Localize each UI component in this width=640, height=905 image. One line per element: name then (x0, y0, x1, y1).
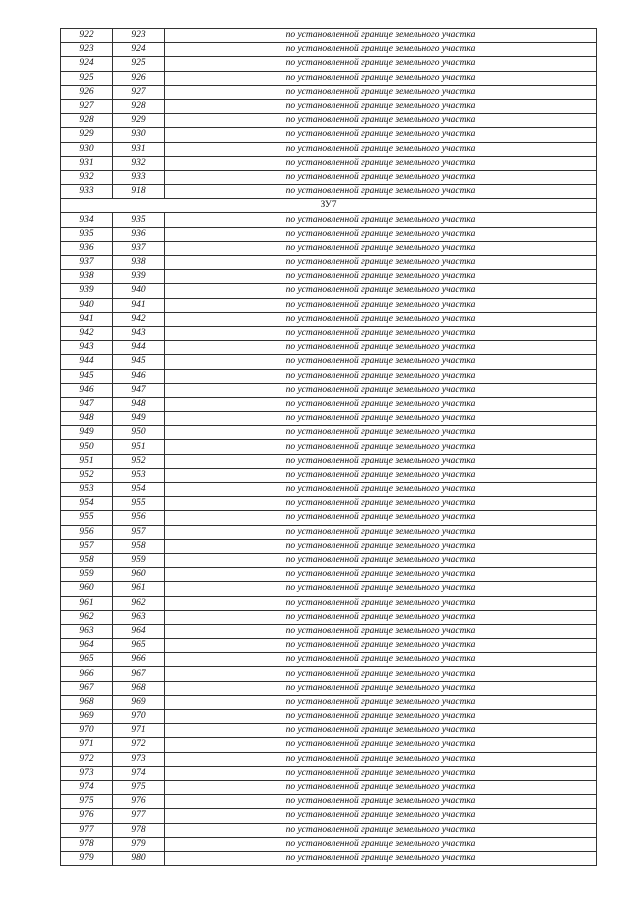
table-row (61, 270, 597, 284)
to-point-cell: 955 (113, 497, 165, 511)
table-row (61, 412, 597, 426)
to-point-cell: 941 (113, 298, 165, 312)
from-point-cell: 973 (61, 766, 113, 780)
description-cell: по установленной границе земельного участка (165, 610, 597, 624)
description-cell: по установленной границе земельного участка (165, 426, 597, 440)
from-point-cell: 943 (61, 341, 113, 355)
description-cell: по установленной границе земельного участка (165, 553, 597, 567)
from-point-cell: 926 (61, 85, 113, 99)
to-point-cell: 947 (113, 383, 165, 397)
description-cell: по установленной границе земельного участка (165, 29, 597, 43)
description-cell: по установленной границе земельного участка (165, 284, 597, 298)
table-row (61, 724, 597, 738)
from-point-cell: 955 (61, 511, 113, 525)
to-point-cell: 948 (113, 397, 165, 411)
to-point-cell: 966 (113, 653, 165, 667)
to-point-cell: 940 (113, 284, 165, 298)
table-row (61, 667, 597, 681)
to-point-cell: 928 (113, 99, 165, 113)
to-point-cell: 959 (113, 553, 165, 567)
description-cell: по установленной границе земельного участка (165, 128, 597, 142)
section-header-row (61, 199, 597, 213)
table-row (61, 71, 597, 85)
description-cell: по установленной границе земельного участка (165, 653, 597, 667)
table-row (61, 837, 597, 851)
table-row (61, 114, 597, 128)
table-row (61, 241, 597, 255)
description-cell: по установленной границе земельного участка (165, 738, 597, 752)
table-row (61, 128, 597, 142)
from-point-cell: 976 (61, 809, 113, 823)
description-cell: по установленной границе земельного участка (165, 766, 597, 780)
table-row (61, 85, 597, 99)
description-cell: по установленной границе земельного участка (165, 156, 597, 170)
description-cell: по установленной границе земельного участка (165, 639, 597, 653)
from-point-cell: 928 (61, 114, 113, 128)
to-point-cell: 952 (113, 454, 165, 468)
table-row (61, 170, 597, 184)
to-point-cell: 975 (113, 780, 165, 794)
to-point-cell: 933 (113, 170, 165, 184)
description-cell: по установленной границе земельного участка (165, 483, 597, 497)
table-row (61, 596, 597, 610)
from-point-cell: 960 (61, 582, 113, 596)
to-point-cell: 969 (113, 695, 165, 709)
from-point-cell: 932 (61, 170, 113, 184)
description-cell: по установленной границе земельного участка (165, 213, 597, 227)
to-point-cell: 944 (113, 341, 165, 355)
to-point-cell: 968 (113, 681, 165, 695)
to-point-cell: 942 (113, 312, 165, 326)
from-point-cell: 963 (61, 624, 113, 638)
table-row (61, 780, 597, 794)
from-point-cell: 934 (61, 213, 113, 227)
description-cell: по установленной границе земельного участка (165, 468, 597, 482)
description-cell: по установленной границе земельного участка (165, 795, 597, 809)
description-cell: по установленной границе земельного участка (165, 71, 597, 85)
description-cell: по установленной границе земельного участка (165, 256, 597, 270)
from-point-cell: 929 (61, 128, 113, 142)
from-point-cell: 964 (61, 639, 113, 653)
from-point-cell: 966 (61, 667, 113, 681)
to-point-cell: 971 (113, 724, 165, 738)
table-row (61, 582, 597, 596)
description-cell: по установленной границе земельного участка (165, 114, 597, 128)
from-point-cell: 924 (61, 57, 113, 71)
table-row (61, 397, 597, 411)
from-point-cell: 956 (61, 525, 113, 539)
to-point-cell: 930 (113, 128, 165, 142)
table-row (61, 369, 597, 383)
from-point-cell: 979 (61, 851, 113, 865)
from-point-cell: 938 (61, 270, 113, 284)
to-point-cell: 967 (113, 667, 165, 681)
to-point-cell: 937 (113, 241, 165, 255)
to-point-cell: 953 (113, 468, 165, 482)
description-cell: по установленной границе земельного участка (165, 185, 597, 199)
to-point-cell: 965 (113, 639, 165, 653)
table-row (61, 99, 597, 113)
from-point-cell: 942 (61, 326, 113, 340)
description-cell: по установленной границе земельного участка (165, 525, 597, 539)
from-point-cell: 972 (61, 752, 113, 766)
table-row (61, 539, 597, 553)
from-point-cell: 949 (61, 426, 113, 440)
description-cell: по установленной границе земельного участка (165, 809, 597, 823)
table-row (61, 454, 597, 468)
table-row (61, 426, 597, 440)
from-point-cell: 962 (61, 610, 113, 624)
description-cell: по установленной границе земельного участка (165, 298, 597, 312)
table-row (61, 227, 597, 241)
description-cell: по установленной границе земельного участка (165, 539, 597, 553)
to-point-cell: 926 (113, 71, 165, 85)
from-point-cell: 958 (61, 553, 113, 567)
description-cell: по установленной границе земельного участка (165, 780, 597, 794)
description-cell: по установленной границе земельного участка (165, 142, 597, 156)
from-point-cell: 951 (61, 454, 113, 468)
table-row (61, 298, 597, 312)
from-point-cell: 950 (61, 440, 113, 454)
to-point-cell: 939 (113, 270, 165, 284)
table-row (61, 312, 597, 326)
description-cell: по установленной границе земельного участка (165, 454, 597, 468)
from-point-cell: 933 (61, 185, 113, 199)
table-row (61, 497, 597, 511)
to-point-cell: 977 (113, 809, 165, 823)
table-row (61, 383, 597, 397)
to-point-cell: 962 (113, 596, 165, 610)
description-cell: по установленной границе земельного участка (165, 440, 597, 454)
from-point-cell: 935 (61, 227, 113, 241)
from-point-cell: 944 (61, 355, 113, 369)
to-point-cell: 950 (113, 426, 165, 440)
to-point-cell: 972 (113, 738, 165, 752)
from-point-cell: 971 (61, 738, 113, 752)
document-page (60, 28, 596, 866)
table-row (61, 256, 597, 270)
description-cell: по установленной границе земельного участка (165, 227, 597, 241)
description-cell: по установленной границе земельного участка (165, 752, 597, 766)
description-cell: по установленной границе земельного участка (165, 837, 597, 851)
table-row (61, 553, 597, 567)
to-point-cell: 943 (113, 326, 165, 340)
table-row (61, 525, 597, 539)
to-point-cell: 978 (113, 823, 165, 837)
from-point-cell: 947 (61, 397, 113, 411)
table-row (61, 483, 597, 497)
to-point-cell: 938 (113, 256, 165, 270)
to-point-cell: 945 (113, 355, 165, 369)
table-row (61, 752, 597, 766)
to-point-cell: 961 (113, 582, 165, 596)
table-row (61, 795, 597, 809)
to-point-cell: 949 (113, 412, 165, 426)
from-point-cell: 925 (61, 71, 113, 85)
to-point-cell: 924 (113, 43, 165, 57)
from-point-cell: 978 (61, 837, 113, 851)
table-body (61, 29, 597, 866)
from-point-cell: 927 (61, 99, 113, 113)
from-point-cell: 954 (61, 497, 113, 511)
table-row (61, 468, 597, 482)
description-cell: по установленной границе земельного участка (165, 397, 597, 411)
description-cell: по установленной границе земельного участка (165, 724, 597, 738)
description-cell: по установленной границе земельного участка (165, 497, 597, 511)
description-cell: по установленной границе земельного участка (165, 369, 597, 383)
table-row (61, 809, 597, 823)
to-point-cell: 954 (113, 483, 165, 497)
from-point-cell: 937 (61, 256, 113, 270)
from-point-cell: 940 (61, 298, 113, 312)
table-row (61, 511, 597, 525)
to-point-cell: 980 (113, 851, 165, 865)
table-row (61, 284, 597, 298)
to-point-cell: 979 (113, 837, 165, 851)
from-point-cell: 953 (61, 483, 113, 497)
table-row (61, 185, 597, 199)
to-point-cell: 918 (113, 185, 165, 199)
table-row (61, 213, 597, 227)
to-point-cell: 970 (113, 710, 165, 724)
table-row (61, 639, 597, 653)
table-row (61, 326, 597, 340)
table-row (61, 341, 597, 355)
description-cell: по установленной границе земельного участка (165, 85, 597, 99)
description-cell: по установленной границе земельного участка (165, 681, 597, 695)
section-label: ЗУ7 (61, 199, 597, 213)
description-cell: по установленной границе земельного участка (165, 241, 597, 255)
description-cell: по установленной границе земельного участка (165, 582, 597, 596)
from-point-cell: 965 (61, 653, 113, 667)
table-row (61, 710, 597, 724)
description-cell: по установленной границе земельного участка (165, 412, 597, 426)
from-point-cell: 952 (61, 468, 113, 482)
from-point-cell: 957 (61, 539, 113, 553)
description-cell: по установленной границе земельного участка (165, 596, 597, 610)
to-point-cell: 927 (113, 85, 165, 99)
to-point-cell: 974 (113, 766, 165, 780)
from-point-cell: 936 (61, 241, 113, 255)
description-cell: по установленной границе земельного участка (165, 383, 597, 397)
to-point-cell: 932 (113, 156, 165, 170)
table-row (61, 681, 597, 695)
table-row (61, 440, 597, 454)
from-point-cell: 922 (61, 29, 113, 43)
description-cell: по установленной границе земельного участка (165, 568, 597, 582)
to-point-cell: 929 (113, 114, 165, 128)
from-point-cell: 977 (61, 823, 113, 837)
from-point-cell: 970 (61, 724, 113, 738)
table-row (61, 610, 597, 624)
boundary-description-table (60, 28, 597, 866)
to-point-cell: 956 (113, 511, 165, 525)
from-point-cell: 941 (61, 312, 113, 326)
description-cell: по установленной границе земельного участка (165, 667, 597, 681)
from-point-cell: 931 (61, 156, 113, 170)
from-point-cell: 959 (61, 568, 113, 582)
to-point-cell: 958 (113, 539, 165, 553)
description-cell: по установленной границе земельного участка (165, 312, 597, 326)
to-point-cell: 931 (113, 142, 165, 156)
description-cell: по установленной границе земельного участка (165, 326, 597, 340)
table-row (61, 156, 597, 170)
from-point-cell: 930 (61, 142, 113, 156)
table-row (61, 568, 597, 582)
to-point-cell: 973 (113, 752, 165, 766)
to-point-cell: 951 (113, 440, 165, 454)
from-point-cell: 948 (61, 412, 113, 426)
from-point-cell: 961 (61, 596, 113, 610)
table-row (61, 624, 597, 638)
from-point-cell: 969 (61, 710, 113, 724)
description-cell: по установленной границе земельного участка (165, 624, 597, 638)
from-point-cell: 946 (61, 383, 113, 397)
to-point-cell: 936 (113, 227, 165, 241)
table-row (61, 653, 597, 667)
from-point-cell: 967 (61, 681, 113, 695)
to-point-cell: 976 (113, 795, 165, 809)
to-point-cell: 923 (113, 29, 165, 43)
from-point-cell: 975 (61, 795, 113, 809)
to-point-cell: 957 (113, 525, 165, 539)
to-point-cell: 963 (113, 610, 165, 624)
description-cell: по установленной границе земельного участка (165, 355, 597, 369)
table-row (61, 766, 597, 780)
to-point-cell: 960 (113, 568, 165, 582)
table-row (61, 355, 597, 369)
description-cell: по установленной границе земельного участка (165, 710, 597, 724)
description-cell: по установленной границе земельного участка (165, 270, 597, 284)
description-cell: по установленной границе земельного участка (165, 341, 597, 355)
table-row (61, 29, 597, 43)
to-point-cell: 925 (113, 57, 165, 71)
from-point-cell: 923 (61, 43, 113, 57)
table-row (61, 142, 597, 156)
from-point-cell: 939 (61, 284, 113, 298)
description-cell: по установленной границе земельного участка (165, 43, 597, 57)
description-cell: по установленной границе земельного участка (165, 99, 597, 113)
from-point-cell: 968 (61, 695, 113, 709)
description-cell: по установленной границе земельного участка (165, 57, 597, 71)
from-point-cell: 974 (61, 780, 113, 794)
description-cell: по установленной границе земельного участка (165, 851, 597, 865)
table-row (61, 43, 597, 57)
table-row (61, 823, 597, 837)
description-cell: по установленной границе земельного участка (165, 511, 597, 525)
table-row (61, 695, 597, 709)
table-row (61, 57, 597, 71)
description-cell: по установленной границе земельного участка (165, 695, 597, 709)
description-cell: по установленной границе земельного участка (165, 170, 597, 184)
to-point-cell: 964 (113, 624, 165, 638)
to-point-cell: 935 (113, 213, 165, 227)
table-row (61, 851, 597, 865)
description-cell: по установленной границе земельного участка (165, 823, 597, 837)
to-point-cell: 946 (113, 369, 165, 383)
from-point-cell: 945 (61, 369, 113, 383)
table-row (61, 738, 597, 752)
